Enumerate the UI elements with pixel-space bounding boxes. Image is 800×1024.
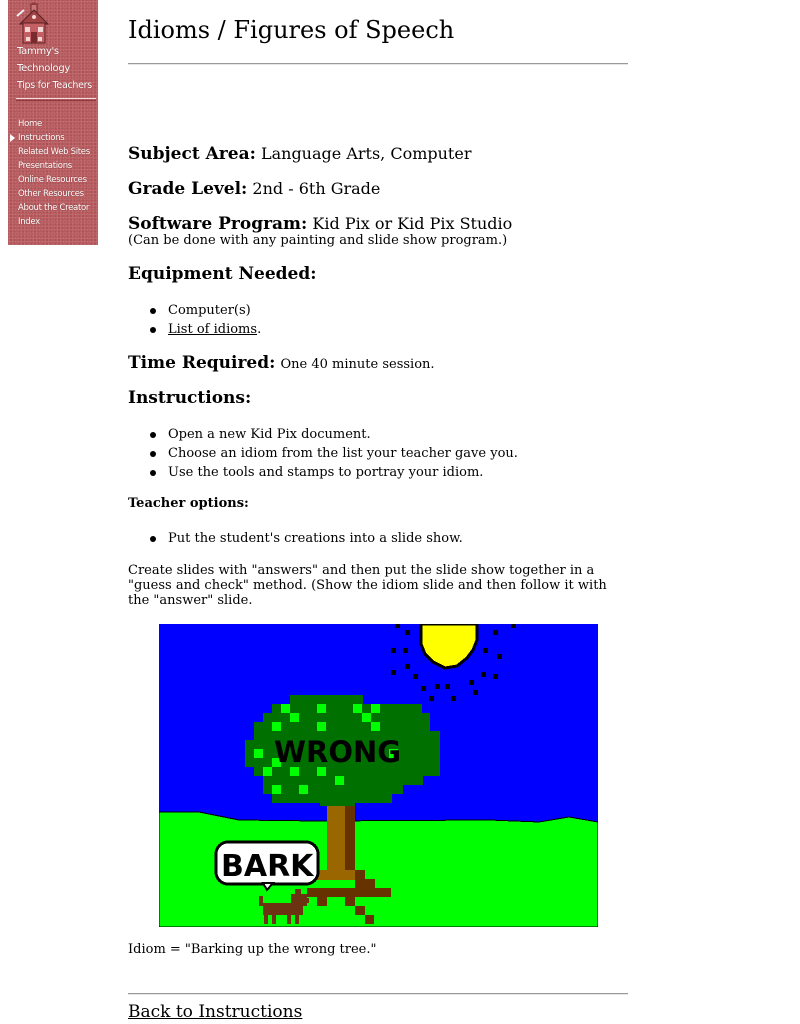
sidebar-item-label: Presentations	[18, 161, 72, 171]
subject-area	[128, 144, 471, 164]
grade-level-label: Grade Level:	[128, 179, 248, 199]
sidebar-item-instructions[interactable]	[8, 131, 98, 145]
site-logo[interactable]	[8, 0, 98, 102]
illustration-caption: Idiom = "Barking up the wrong tree."	[128, 942, 377, 957]
subject-area-value: Language Arts, Computer	[260, 144, 472, 163]
sidebar-nav	[8, 117, 98, 229]
instructions-list	[128, 425, 518, 482]
sidebar-item-label: Related Web Sites	[18, 147, 90, 157]
list-item: Open a new Kid Pix document.	[128, 425, 518, 444]
sidebar-item-index[interactable]	[8, 215, 98, 229]
time-required-label: Time Required:	[128, 353, 276, 373]
sidebar-item-home[interactable]	[8, 117, 98, 131]
time-required-value: One 40 minute session.	[280, 357, 435, 372]
list-item: Put the student's creations into a slide show.	[128, 529, 463, 548]
back-to-instructions-link[interactable]: Back to Instructions	[128, 1002, 303, 1022]
teacher-options-list	[128, 529, 463, 548]
sidebar-item-online-resources[interactable]	[8, 173, 98, 187]
grade-level-value: 2nd - 6th Grade	[252, 179, 381, 198]
list-item	[128, 301, 261, 320]
software-program-label: Software Program:	[128, 214, 308, 234]
arrow-right-icon	[10, 134, 15, 142]
tree-label: WRONG	[274, 735, 402, 769]
time-required	[128, 353, 435, 373]
sidebar	[8, 0, 98, 245]
sidebar-item-label: Home	[18, 119, 42, 129]
equipment-heading: Equipment Needed:	[128, 264, 317, 284]
list-of-idioms-link[interactable]: List of idioms	[168, 322, 258, 337]
logo-divider	[16, 98, 96, 101]
sidebar-item-presentations[interactable]	[8, 159, 98, 173]
list-item-text: Computer(s)	[168, 303, 251, 318]
software-program-value: Kid Pix or Kid Pix Studio	[312, 214, 513, 233]
schoolhouse-icon	[16, 2, 52, 46]
logo-text-line: Technology	[17, 63, 71, 74]
logo-text-line: Tammy's	[17, 46, 59, 57]
list-item-suffix: .	[257, 322, 262, 337]
sidebar-item-about-the-creator[interactable]	[8, 201, 98, 215]
software-program-note: (Can be done with any painting and slide show program.)	[128, 233, 508, 248]
logo-text-line: Tips for Teachers	[17, 80, 92, 91]
sidebar-item-related-web-sites[interactable]	[8, 145, 98, 159]
sidebar-item-label: About the Creator	[18, 203, 90, 213]
sidebar-item-label: Index	[18, 217, 40, 227]
list-item: Choose an idiom from the list your teacher gave you.	[128, 444, 518, 463]
teacher-options-paragraph: Create slides with "answers" and then put the slide show together in a "guess and check" method. (Show the idiom slide and then follow it with the "answer" slide.	[128, 563, 607, 608]
divider	[128, 993, 628, 995]
software-program	[128, 214, 512, 234]
divider	[128, 63, 628, 65]
instructions-heading: Instructions:	[128, 388, 252, 408]
page-title: Idioms / Figures of Speech	[128, 16, 455, 44]
sidebar-item-label: Online Resources	[18, 175, 87, 185]
sidebar-item-label: Other Resources	[18, 189, 84, 199]
grade-level	[128, 179, 380, 199]
idiom-illustration	[159, 624, 598, 927]
list-item	[128, 320, 261, 339]
equipment-list	[128, 301, 261, 339]
speech-text: BARK	[221, 849, 314, 884]
list-item: Use the tools and stamps to portray your idiom.	[128, 463, 518, 482]
subject-area-label: Subject Area:	[128, 144, 256, 164]
teacher-options-heading: Teacher options:	[128, 496, 249, 511]
sidebar-item-label: Instructions	[18, 133, 65, 143]
sidebar-item-other-resources[interactable]	[8, 187, 98, 201]
speech-bubble	[216, 842, 318, 890]
